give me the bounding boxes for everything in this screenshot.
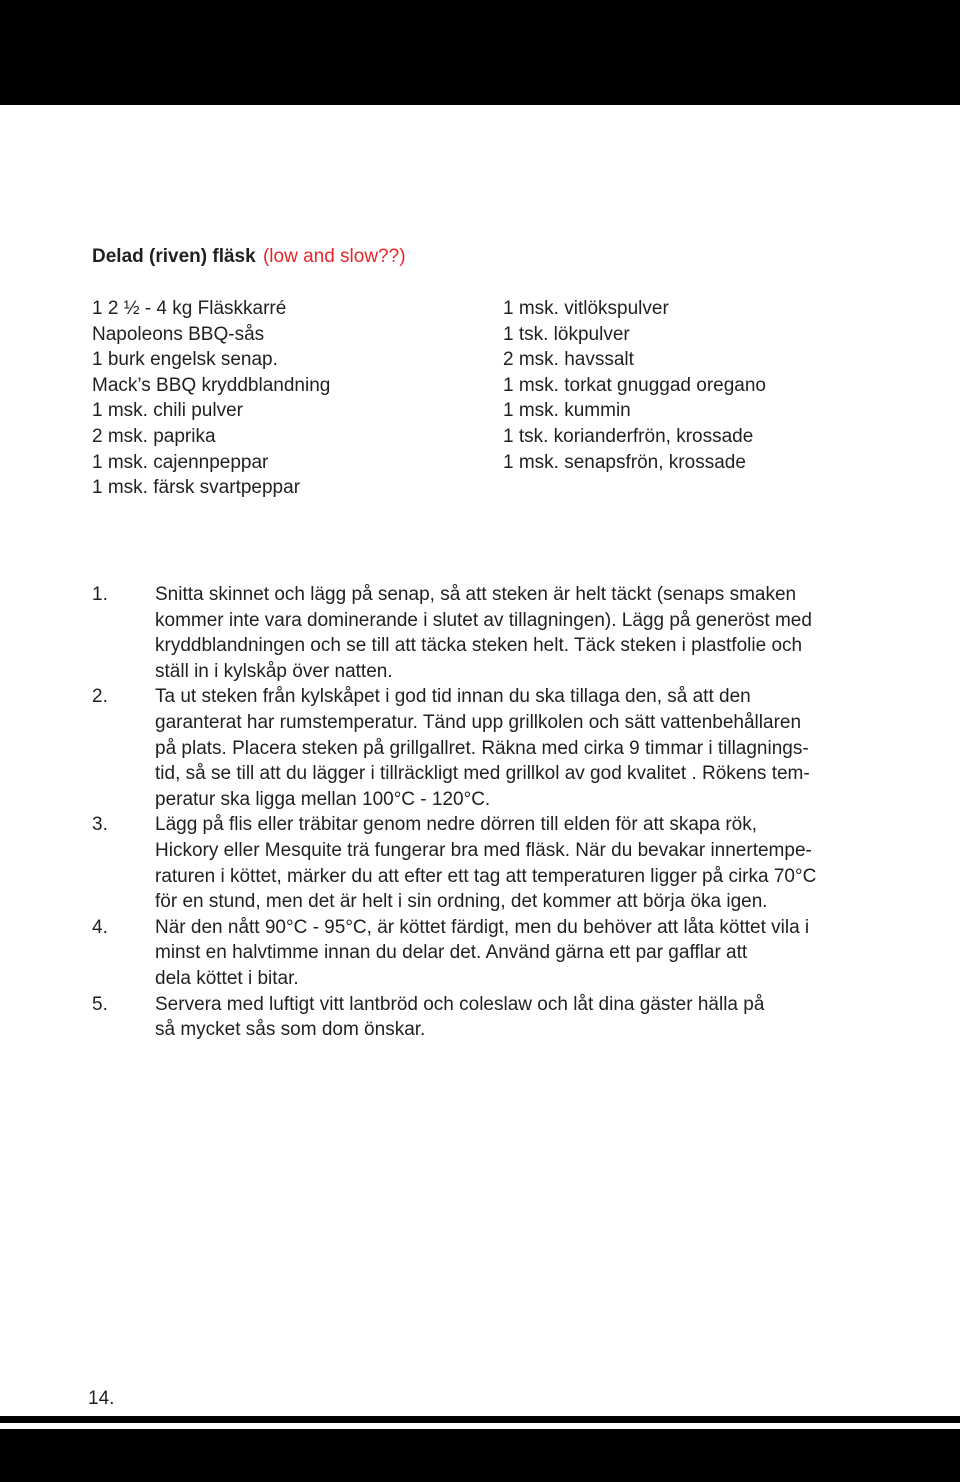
recipe-title xyxy=(92,244,406,270)
step-text-line: för en stund, men det är helt i sin ordning, det kommer att börja öka igen. xyxy=(155,891,768,913)
step-text-line: dela köttet i bitar. xyxy=(155,967,299,989)
step-text-line: peratur ska ligga mellan 100°C - 120°C. xyxy=(155,788,491,810)
bottom-rule xyxy=(0,1416,960,1423)
step-text-line: kryddblandningen och se till att täcka steken helt. Täck steken i plastfolie och xyxy=(155,635,803,657)
step-text-line: tid, så se till att du lägger i tillräckligt med grillkol av god kvalitet . Rökens tem- xyxy=(155,763,810,785)
ingredient-item: 1 msk. torkat gnuggad oregano xyxy=(503,374,767,396)
ingredient-list-right xyxy=(503,296,766,475)
ingredient-item: Napoleons BBQ-sås xyxy=(92,323,265,345)
recipe-title-note: (low and slow??) xyxy=(262,246,406,267)
step-number: 5. xyxy=(92,993,108,1015)
step-text-line: Snitta skinnet och lägg på senap, så att steken är helt täckt (senaps smaken xyxy=(155,584,797,605)
step-text-line: på plats. Placera steken på grillgallret. Räkna med cirka 9 timmar i tillagnings- xyxy=(155,737,809,759)
step-text-line: Servera med luftigt vitt lantbröd och coleslaw och låt dina gäster hälla på xyxy=(155,993,765,1015)
ingredient-item: 1 burk engelsk senap. xyxy=(92,349,278,371)
step-item xyxy=(92,812,892,914)
step-item xyxy=(92,992,892,1043)
step-number: 2. xyxy=(92,686,108,708)
step-text-line: så mycket sås som dom önskar. xyxy=(155,1019,426,1041)
ingredient-item: 1 tsk. korianderfrön, krossade xyxy=(503,425,754,447)
step-text-line: kommer inte vara dominerande i slutet av tillagningen). Lägg på generöst med xyxy=(155,609,812,631)
ingredient-item: 1 msk. kummin xyxy=(503,400,631,422)
step-text-line: ställ in i kylskåp över natten. xyxy=(155,660,393,682)
ingredient-item: 1 msk. vitlökspulver xyxy=(503,298,669,319)
ingredient-item: 1 msk. färsk svartpeppar xyxy=(92,477,301,499)
ingredient-list-left xyxy=(92,296,330,501)
ingredient-item: 1 msk. senapsfrön, krossade xyxy=(503,451,746,473)
step-item xyxy=(92,684,892,812)
step-item xyxy=(92,582,892,684)
step-text-line: garanterat har rumstemperatur. Tänd upp grillkolen och sätt vattenbehållaren xyxy=(155,711,802,733)
recipe-title-text: Delad (riven) fläsk xyxy=(92,246,256,267)
ingredient-item: 1 2 ½ - 4 kg Fläskkarré xyxy=(92,298,287,319)
page-number: 14. xyxy=(88,1388,115,1409)
instruction-steps xyxy=(92,582,892,1043)
ingredient-item: 1 msk. chili pulver xyxy=(92,400,243,422)
ingredient-item: 2 msk. paprika xyxy=(92,425,216,447)
step-text-line: När den nått 90°C - 95°C, är köttet färdigt, men du behöver att låta köttet vila i xyxy=(155,916,810,938)
step-number: 4. xyxy=(92,916,108,938)
step-text-line: Lägg på flis eller träbitar genom nedre dörren till elden för att skapa rök, xyxy=(155,814,757,836)
bottom-black-bar xyxy=(0,1429,960,1482)
step-text-line: Ta ut steken från kylskåpet i god tid innan du ska tillaga den, så att den xyxy=(155,686,751,708)
step-number: 3. xyxy=(92,814,108,836)
top-black-bar xyxy=(0,0,960,105)
ingredient-item: 1 tsk. lökpulver xyxy=(503,323,630,345)
step-number: 1. xyxy=(92,584,108,605)
ingredient-item: 1 msk. cajennpeppar xyxy=(92,451,269,473)
step-text-line: Hickory eller Mesquite trä fungerar bra med fläsk. När du bevakar innertempe- xyxy=(155,839,812,861)
step-text-line: raturen i köttet, märker du att efter ett tag att temperaturen ligger på cirka 70°C xyxy=(155,865,817,887)
step-item xyxy=(92,915,892,992)
ingredient-item: 2 msk. havssalt xyxy=(503,349,634,371)
step-text-line: minst en halvtimme innan du delar det. Använd gärna ett par gafflar att xyxy=(155,942,748,964)
ingredient-item: Mack’s BBQ kryddblandning xyxy=(92,374,331,396)
